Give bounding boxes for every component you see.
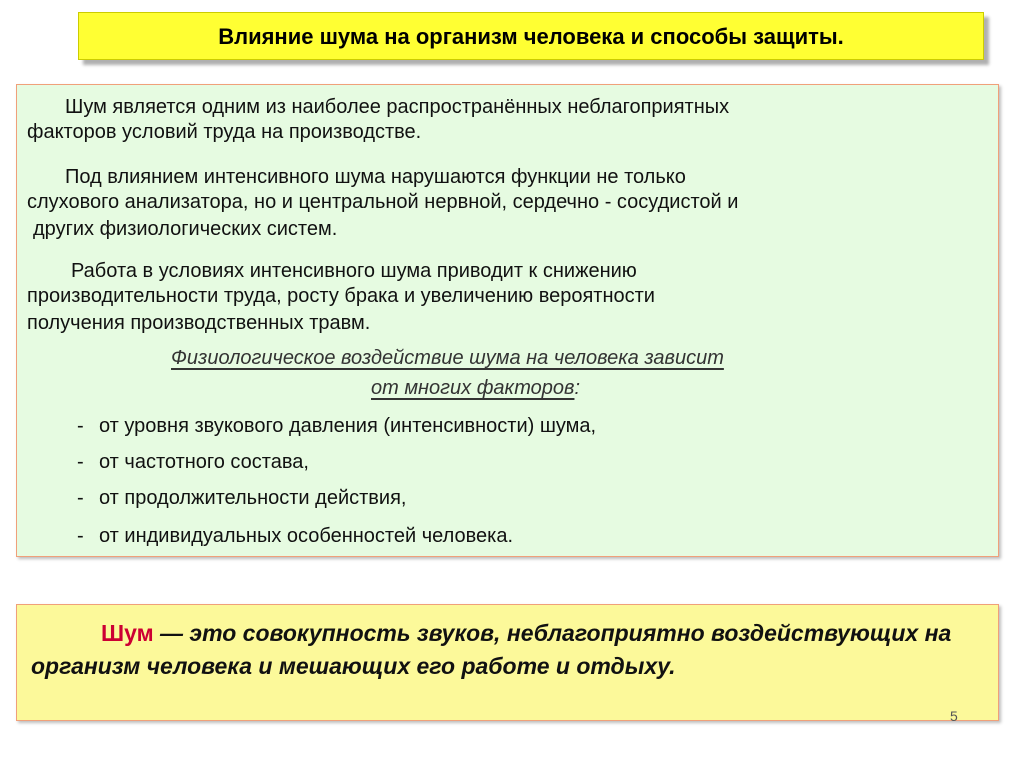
factor-text: от продолжительности действия, [99,487,407,509]
definition-body: — это совокупность звуков, неблагоприятно воздействующих на организм человека и мешающих его работе и отдыху. [31,620,952,679]
factor-text: от индивидуальных особенностей человека. [99,525,514,547]
factor-item [77,451,309,474]
bullet-dash: - [77,451,84,473]
paragraph-3-line-3: получения производственных травм. [27,312,371,334]
paragraph-3-line-2: производительности труда, росту брака и увеличению вероятности [27,285,655,307]
page-number: 5 [950,708,958,724]
definition-panel [16,604,999,721]
paragraph-2-line-1: Под влиянием интенсивного шума нарушаются функции не только [65,166,686,188]
paragraph-2-line-2: слухового анализатора, но и центральной нервной, сердечно - сосудистой и [27,191,739,213]
factor-text: от частотного состава, [99,451,309,473]
bullet-dash: - [77,487,84,509]
factor-item [77,415,596,438]
definition-term: Шум [101,620,154,646]
slide-title: Влияние шума на организм человека и способы защиты. [218,24,844,49]
factors-heading-colon: : [574,377,581,399]
title-banner [78,12,984,60]
factor-text: от уровня звукового давления (интенсивности) шума, [99,415,597,437]
paragraph-3-line-1: Работа в условиях интенсивного шума приводит к снижению [71,260,637,282]
content-panel [16,84,999,557]
factor-item [77,525,513,548]
paragraph-1-line-1: Шум является одним из наиболее распространённых неблагоприятных [65,96,730,118]
paragraph-2-line-3: других физиологических систем. [33,218,338,240]
factor-item [77,487,406,510]
definition-text [31,617,991,683]
bullet-dash: - [77,525,84,547]
factors-heading-text: от многих факторов [371,377,575,399]
bullet-dash: - [77,415,84,437]
factors-heading-line-2 [371,377,580,400]
factors-heading-line-1: Физиологическое воздействие шума на человека зависит [171,347,724,369]
paragraph-1-line-2: факторов условий труда на производстве. [27,121,422,143]
